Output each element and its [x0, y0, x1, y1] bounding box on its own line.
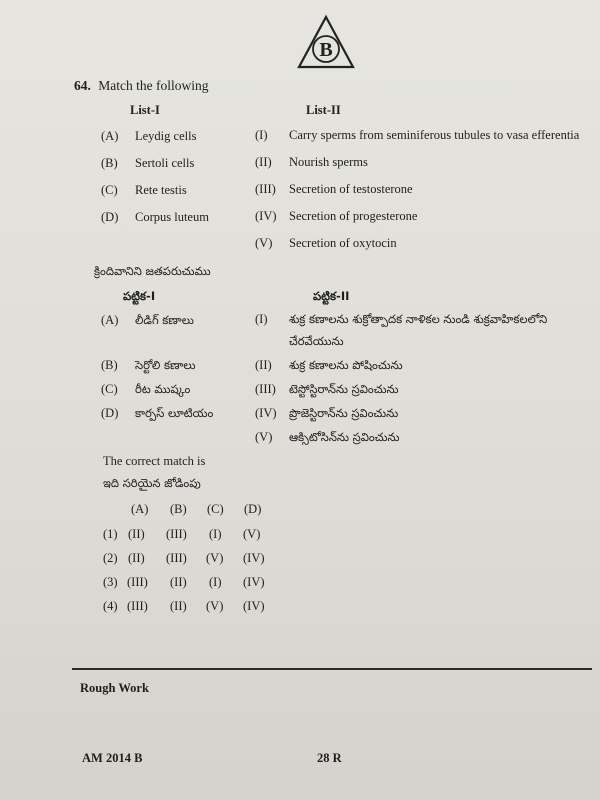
option-label[interactable]: (2)	[103, 551, 118, 565]
option-value: (II)	[170, 575, 187, 589]
options-header-a: (A)	[131, 502, 149, 516]
answer-title-english: The correct match is	[103, 454, 206, 468]
list2-item-i: (I) Carry sperms from seminiferous tubules to vasa efferentia	[255, 128, 580, 142]
telugu-list2-item-iii: (III) టెస్టోస్టిరాన్‌ను స్రవించును	[255, 382, 399, 396]
footer-page-number: 28 R	[317, 751, 342, 765]
option-value: (II)	[170, 599, 187, 613]
list2-item-iv: (IV) Secretion of progesterone	[255, 209, 418, 223]
option-value: (IV)	[243, 575, 265, 589]
set-code: B	[319, 39, 333, 61]
answer-title-telugu: ఇది సరియైన జోడింపు	[103, 476, 201, 490]
option-value: (II)	[128, 551, 145, 565]
options-header-c: (C)	[207, 502, 224, 516]
question-header	[74, 78, 208, 94]
option-value: (II)	[128, 527, 145, 541]
list2-item-ii: (II) Nourish sperms	[255, 155, 368, 169]
list1-item-d: (D) Corpus luteum	[101, 210, 209, 224]
telugu-list2-item-i: (I) శుక్ర కణాలను శుక్రోత్పాదక నాళికల నుండి శుక్రవాహికలలోని	[255, 312, 548, 326]
telugu-list2-item-v: (V) ఆక్సిటోసిన్‌ను స్రవించును	[255, 430, 400, 444]
telugu-list1-item-a: (A) లీడిగ్ కణాలు	[101, 313, 194, 327]
option-value: (III)	[127, 599, 148, 613]
option-value: (III)	[166, 551, 187, 565]
option-value: (I)	[209, 527, 222, 541]
list1-item-b: (B) Sertoli cells	[101, 156, 195, 170]
telugu-list1-item-d: (D) కార్పస్ లూటియం	[101, 406, 214, 420]
option-value: (III)	[127, 575, 148, 589]
option-label[interactable]: (3)	[103, 575, 118, 589]
option-value: (I)	[209, 575, 222, 589]
list2-item-v: (V) Secretion of oxytocin	[255, 236, 397, 250]
footer-exam-code: AM 2014 B	[82, 751, 143, 765]
options-header-d: (D)	[244, 502, 262, 516]
telugu-title: క్రిందివానిని జతపరుచుము	[94, 264, 211, 278]
question-title: Match the following	[98, 78, 209, 93]
telugu-list1-item-b: (B) సెర్టోలి కణాలు	[101, 358, 196, 372]
option-value: (V)	[206, 551, 224, 565]
telugu-list1-header: పట్టిక-I	[123, 289, 156, 303]
list1-item-a: (A) Leydig cells	[101, 129, 197, 143]
list1-item-c: (C) Rete testis	[101, 183, 187, 197]
telugu-list1-item-c: (C) రీట ముష్కం	[101, 382, 191, 396]
rough-work-label: Rough Work	[80, 681, 149, 695]
option-value: (IV)	[243, 551, 265, 565]
telugu-list2-item-i-cont: చేరవేయును	[289, 334, 344, 348]
list1-header: List-I	[130, 103, 160, 117]
telugu-list2-item-ii: (II) శుక్ర కణాలను పోషించును	[255, 358, 403, 372]
options-header-b: (B)	[170, 502, 187, 516]
option-value: (V)	[243, 527, 261, 541]
telugu-list2-header: పట్టిక-II	[313, 289, 350, 303]
telugu-list2-item-iv: (IV) ప్రొజెస్టిరాన్‌ను స్రవించును	[255, 406, 399, 420]
rough-work-divider	[72, 668, 592, 670]
option-value: (III)	[166, 527, 187, 541]
option-value: (IV)	[243, 599, 265, 613]
question-number: 64.	[74, 78, 91, 93]
list2-item-iii: (III) Secretion of testosterone	[255, 182, 413, 196]
option-label[interactable]: (1)	[103, 527, 118, 541]
option-label[interactable]: (4)	[103, 599, 118, 613]
set-b-badge	[296, 14, 356, 70]
list2-header: List-II	[306, 103, 341, 117]
option-value: (V)	[206, 599, 224, 613]
